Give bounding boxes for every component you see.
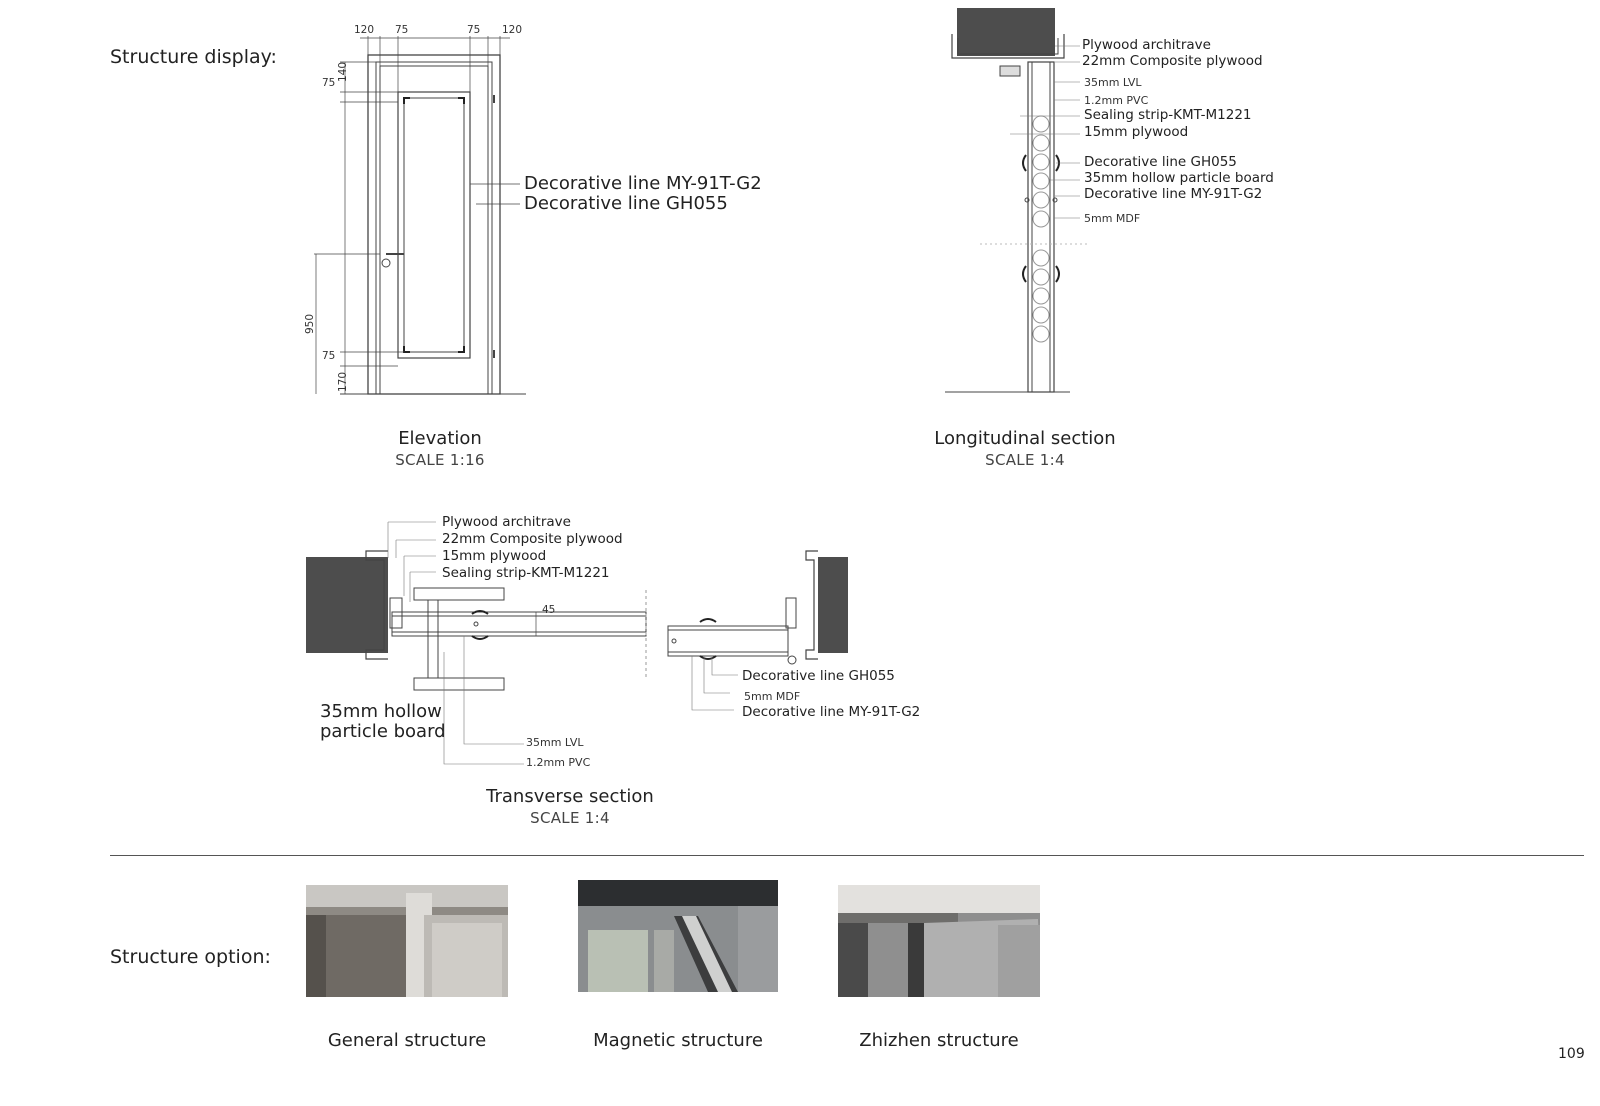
long-callout-4: 1.2mm PVC — [1084, 94, 1149, 107]
trans-right-callout-1: Decorative line GH055 — [742, 668, 895, 684]
elevation-callout-1: Decorative line MY-91T-G2 — [524, 173, 762, 194]
long-callout-9: Decorative line MY-91T-G2 — [1084, 186, 1263, 202]
page-number: 109 — [1558, 1046, 1585, 1062]
long-callout-3: 35mm LVL — [1084, 76, 1142, 89]
trans-top-callout-3: 15mm plywood — [442, 548, 547, 564]
transverse-scale: SCALE 1:4 — [530, 809, 610, 827]
trans-bottom-callout-2: 1.2mm PVC — [526, 756, 591, 769]
trans-right-callout-3: Decorative line MY-91T-G2 — [742, 704, 921, 720]
trans-bottom-callout-1: 35mm LVL — [526, 736, 584, 749]
trans-top-callout-2: 22mm Composite plywood — [442, 531, 623, 547]
magnetic-structure-photo — [578, 880, 778, 992]
transverse-title: Transverse section — [486, 786, 654, 807]
trans-right-callout-2: 5mm MDF — [744, 690, 801, 703]
structure-option-label: Structure option: — [110, 946, 271, 968]
zhizhen-structure-photo — [838, 885, 1040, 997]
zhizhen-structure-label: Zhizhen structure — [859, 1030, 1019, 1051]
section-divider — [110, 855, 1584, 856]
long-callout-10: 5mm MDF — [1084, 212, 1141, 225]
general-structure-photo — [306, 885, 508, 997]
longitudinal-title: Longitudinal section — [934, 428, 1116, 449]
dim-side-a: 140 — [337, 61, 350, 83]
trans-dim-45: 45 — [542, 604, 556, 616]
dim-top-d: 120 — [502, 24, 523, 36]
dim-side-d: 75 — [322, 350, 336, 362]
trans-left-callout-1: 35mm hollow — [320, 701, 442, 722]
dim-side-c: 950 — [304, 313, 317, 335]
long-callout-2: 22mm Composite plywood — [1082, 53, 1263, 69]
long-callout-7: Decorative line GH055 — [1084, 154, 1237, 170]
trans-top-callout-1: Plywood architrave — [442, 514, 571, 530]
trans-top-callout-4: Sealing strip-KMT-M1221 — [442, 565, 610, 581]
elevation-scale: SCALE 1:16 — [395, 451, 485, 469]
long-callout-5: Sealing strip-KMT-M1221 — [1084, 107, 1252, 123]
magnetic-structure-label: Magnetic structure — [593, 1030, 763, 1051]
elevation-callout-2: Decorative line GH055 — [524, 193, 728, 214]
structure-display-label: Structure display: — [110, 46, 277, 68]
long-callout-8: 35mm hollow particle board — [1084, 170, 1274, 186]
longitudinal-scale: SCALE 1:4 — [985, 451, 1065, 469]
elevation-title: Elevation — [398, 428, 482, 449]
dim-top-a: 120 — [354, 24, 375, 36]
dim-side-b: 75 — [322, 77, 336, 89]
dim-top-b: 75 — [395, 24, 409, 36]
dim-top-c: 75 — [467, 24, 481, 36]
long-callout-6: 15mm plywood — [1084, 124, 1189, 140]
long-callout-1: Plywood architrave — [1082, 37, 1211, 53]
general-structure-label: General structure — [327, 1030, 487, 1051]
transverse-caption — [470, 786, 670, 827]
dim-side-e: 170 — [337, 371, 350, 393]
trans-left-callout-2: particle board — [320, 721, 446, 742]
